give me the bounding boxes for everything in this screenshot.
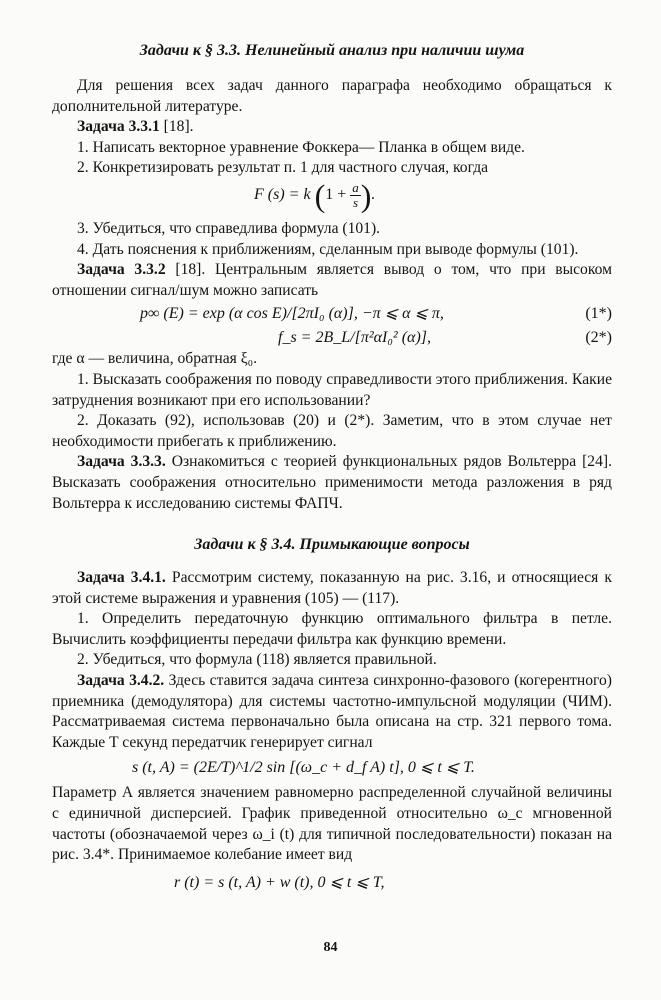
- task-3-4-1-item2: 2. Убедиться, что формула (118) является правильной.: [77, 651, 437, 669]
- intro-paragraph: Для решения всех задач данного параграфа необходимо обращаться к дополнительной литературе.: [52, 77, 612, 115]
- task-3-4-1-item1: 1. Определить передаточную функцию оптимального фильтра в петле. Вычислить коэффициенты передачи фильтра как функцию времени.: [52, 610, 612, 648]
- task-3-3-3-body: Задача 3.3.3. Ознакомиться с теорией функциональных рядов Вольтерра [24]. Высказать соображения относительно применимости метода разложения в ряд Вольтерра к исследованию системы ФАПЧ.: [52, 453, 612, 512]
- formula-r-t: r (t) = s (t, A) + w (t), 0 ⩽ t ⩽ T,: [174, 873, 385, 891]
- task-3-3-2-body: Задача 3.3.2 [18]. Центральным является вывод о том, что при высоком отношении сигнал/шум можно записать: [52, 261, 613, 299]
- task-3-3-1-item2: 2. Конкретизировать результат п. 1 для частного случая, когда: [77, 159, 489, 177]
- task-3-3-2-item1: 1. Высказать соображения по поводу справедливости этого приближения. Какие затруднения возникают при его использовании?: [52, 370, 612, 409]
- task-3-4-2-paragraph: Параметр A является значением равномерно распределенной случайной величины с единичной дисперсией. График приведенной относительно ω_c мгновенной частоты (обозначаемой через ω_i (t) для типичной последовательности) показан на рис. 3.4*. Принимаемое колебание имеет вид: [52, 784, 612, 864]
- task-3-3-1-item1: 1. Написать векторное уравнение Фоккера— Планка в общем виде.: [77, 138, 525, 156]
- task-ref: [18].: [159, 118, 194, 136]
- task-3-4-1-body: Задача 3.4.1. Рассмотрим систему, показанную на рис. 3.16, и относящиеся к этой системе выражения и уравнения (105) — (117).: [52, 569, 612, 607]
- page-number: 84: [323, 940, 338, 955]
- fraction-denominator: s: [350, 195, 361, 210]
- task-label: Задача 3.4.1.: [77, 569, 166, 587]
- task-3-3-1-header: [52, 117, 612, 138]
- formula-2-star: f_s = 2B_L/[π²αI₀² (α)], (2*): [278, 329, 612, 347]
- formula-1-star: p∞ (E) = exp (α cos E)/[2πI₀ (α)], −π ⩽ α ⩽ π, (1*): [140, 305, 612, 323]
- fraction-numerator: a: [352, 179, 359, 195]
- task-3-4-2-body: Задача 3.4.2. Здесь ставится задача синтеза синхронно-фазового (когерентного) приемника (демодулятора) для системы частотно-импульсной модуляции (ЧИМ). Рассматриваемая система первоначально была описана на стр. 321 первого тома. Каждые T секунд передатчик генерирует сигнал: [52, 672, 612, 751]
- task-3-3-1-item3: 3. Убедиться, что справедлива формула (101).: [77, 219, 381, 237]
- formula-F-s: F (s) = k (1 + $\frac{a}{s}$ ).: [254, 177, 376, 214]
- task-label: Задача 3.3.1: [77, 118, 160, 136]
- task-label: Задача 3.3.2: [77, 261, 166, 279]
- page-content: [52, 40, 612, 896]
- formula-one-plus: 1 +: [325, 186, 347, 204]
- task-label: Задача 3.4.2.: [77, 672, 165, 690]
- task-3-3-2-item2: 2. Доказать (92), использовав (20) и (2*). Заметим, что в этом случае нет необходимости прибегать к приближению.: [52, 412, 612, 450]
- section-title-3-4: Задачи к § 3.4. Примыкающие вопросы: [194, 536, 470, 554]
- formula-lhs: F (s) = k: [254, 186, 311, 204]
- formula-fraction: [350, 181, 361, 210]
- section-title-3-3: Задачи к § 3.3. Нелинейный анализ при наличии шума: [139, 42, 525, 59]
- task-3-3-2-after: где α — величина, обратная ξ₀.: [52, 350, 257, 368]
- task-3-3-1-item4: 4. Дать пояснения к приближениям, сделанным при выводе формулы (101).: [77, 240, 579, 258]
- task-label: Задача 3.3.3.: [77, 453, 166, 471]
- formula-s-t-A: s (t, A) = (2E/T)^1/2 sin [(ω_c + d_f A) t], 0 ⩽ t ⩽ T.: [132, 759, 475, 777]
